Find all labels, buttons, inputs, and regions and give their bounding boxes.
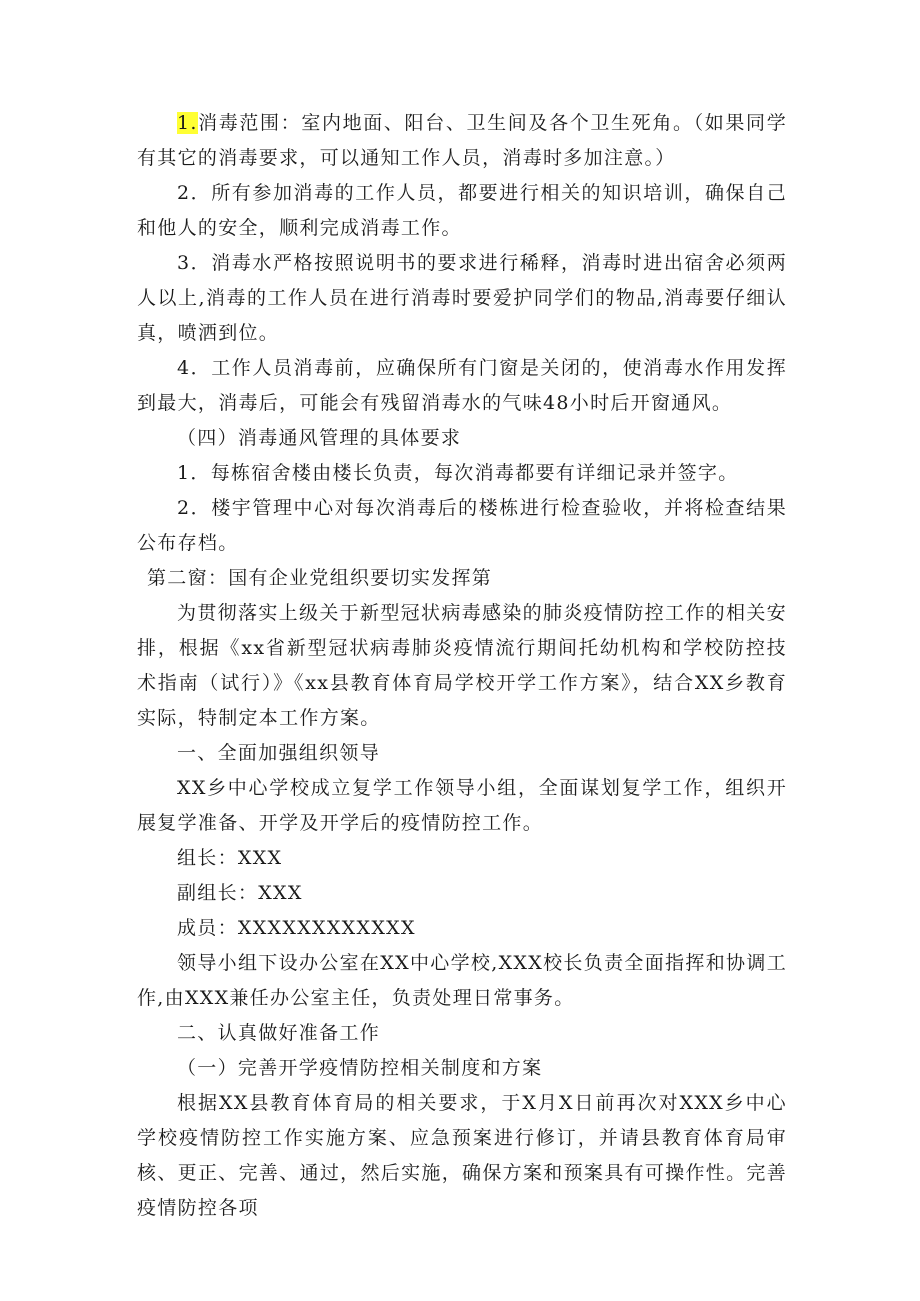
heading-ventilation-requirements: （四）消毒通风管理的具体要求 <box>177 427 462 449</box>
heading-improve-systems: （一）完善开学疫情防控相关制度和方案 <box>177 1057 543 1079</box>
heading-second-window: 第二窗：国有企业党组织要切实发挥第 <box>147 567 493 589</box>
paragraph-dorm-responsibility: 1．每栋宿舍楼由楼长负责，每次消毒都要有详细记录并签字。 <box>177 462 739 484</box>
highlighted-number: 1. <box>177 112 198 134</box>
paragraph-window-closing: 4．工作人员消毒前，应确保所有门窗是关闭的，使消毒水作用发挥到最大，消毒后，可能会有残留消毒水的气味48小时后开窗通风。 <box>137 357 787 414</box>
heading-organization-leadership: 一、全面加强组织领导 <box>177 742 381 764</box>
paragraph-leadership-group: XX乡中心学校成立复学工作领导小组，全面谋划复学工作，组织开展复学准备、开学及开学后的疫情防控工作。 <box>137 777 787 834</box>
paragraph-plan-introduction: 为贯彻落实上级关于新型冠状病毒感染的肺炎疫情防控工作的相关安排，根据《xx省新型冠状病毒肺炎疫情流行期间托幼机构和学校防控技术指南（试行）》《xx县教育体育局学校开学工作方案》，结合XX乡教育实际，特制定本工作方案。 <box>137 602 787 729</box>
paragraph-inspection-acceptance: 2．楼宇管理中心对每次消毒后的楼栋进行检查验收，并将检查结果公布存档。 <box>137 497 787 554</box>
paragraph-disinfection-scope <box>137 106 787 176</box>
paragraph-staff-training: 2．所有参加消毒的工作人员，都要进行相关的知识培训，确保自己和他人的安全，顺利完成消毒工作。 <box>137 182 787 239</box>
document-body <box>137 106 787 1226</box>
paragraph-group-leader: 组长：XXX <box>177 847 283 869</box>
paragraph-text: 消毒范围：室内地面、阳台、卫生间及各个卫生死角。（如果同学有其它的消毒要求，可以通知工作人员，消毒时多加注意。） <box>137 112 787 169</box>
paragraph-plan-revision: 根据XX县教育体育局的相关要求，于X月X日前再次对XXX乡中心学校疫情防控工作实施方案、应急预案进行修订，并请县教育体育局审核、更正、完善、通过，然后实施，确保方案和预案具有可操作性。完善疫情防控各项 <box>137 1092 787 1219</box>
heading-preparation-work: 二、认真做好准备工作 <box>177 1022 381 1044</box>
paragraph-disinfectant-dilution: 3．消毒水严格按照说明书的要求进行稀释，消毒时进出宿舍必须两人以上,消毒的工作人员在进行消毒时要爱护同学们的物品,消毒要仔细认真，喷洒到位。 <box>137 252 787 344</box>
paragraph-deputy-leader: 副组长：XXX <box>177 882 303 904</box>
paragraph-members: 成员：XXXXXXXXXXXX <box>177 917 416 939</box>
paragraph-office-setup: 领导小组下设办公室在XX中心学校,XXX校长负责全面指挥和协调工作,由XXX兼任办公室主任，负责处理日常事务。 <box>137 952 787 1009</box>
